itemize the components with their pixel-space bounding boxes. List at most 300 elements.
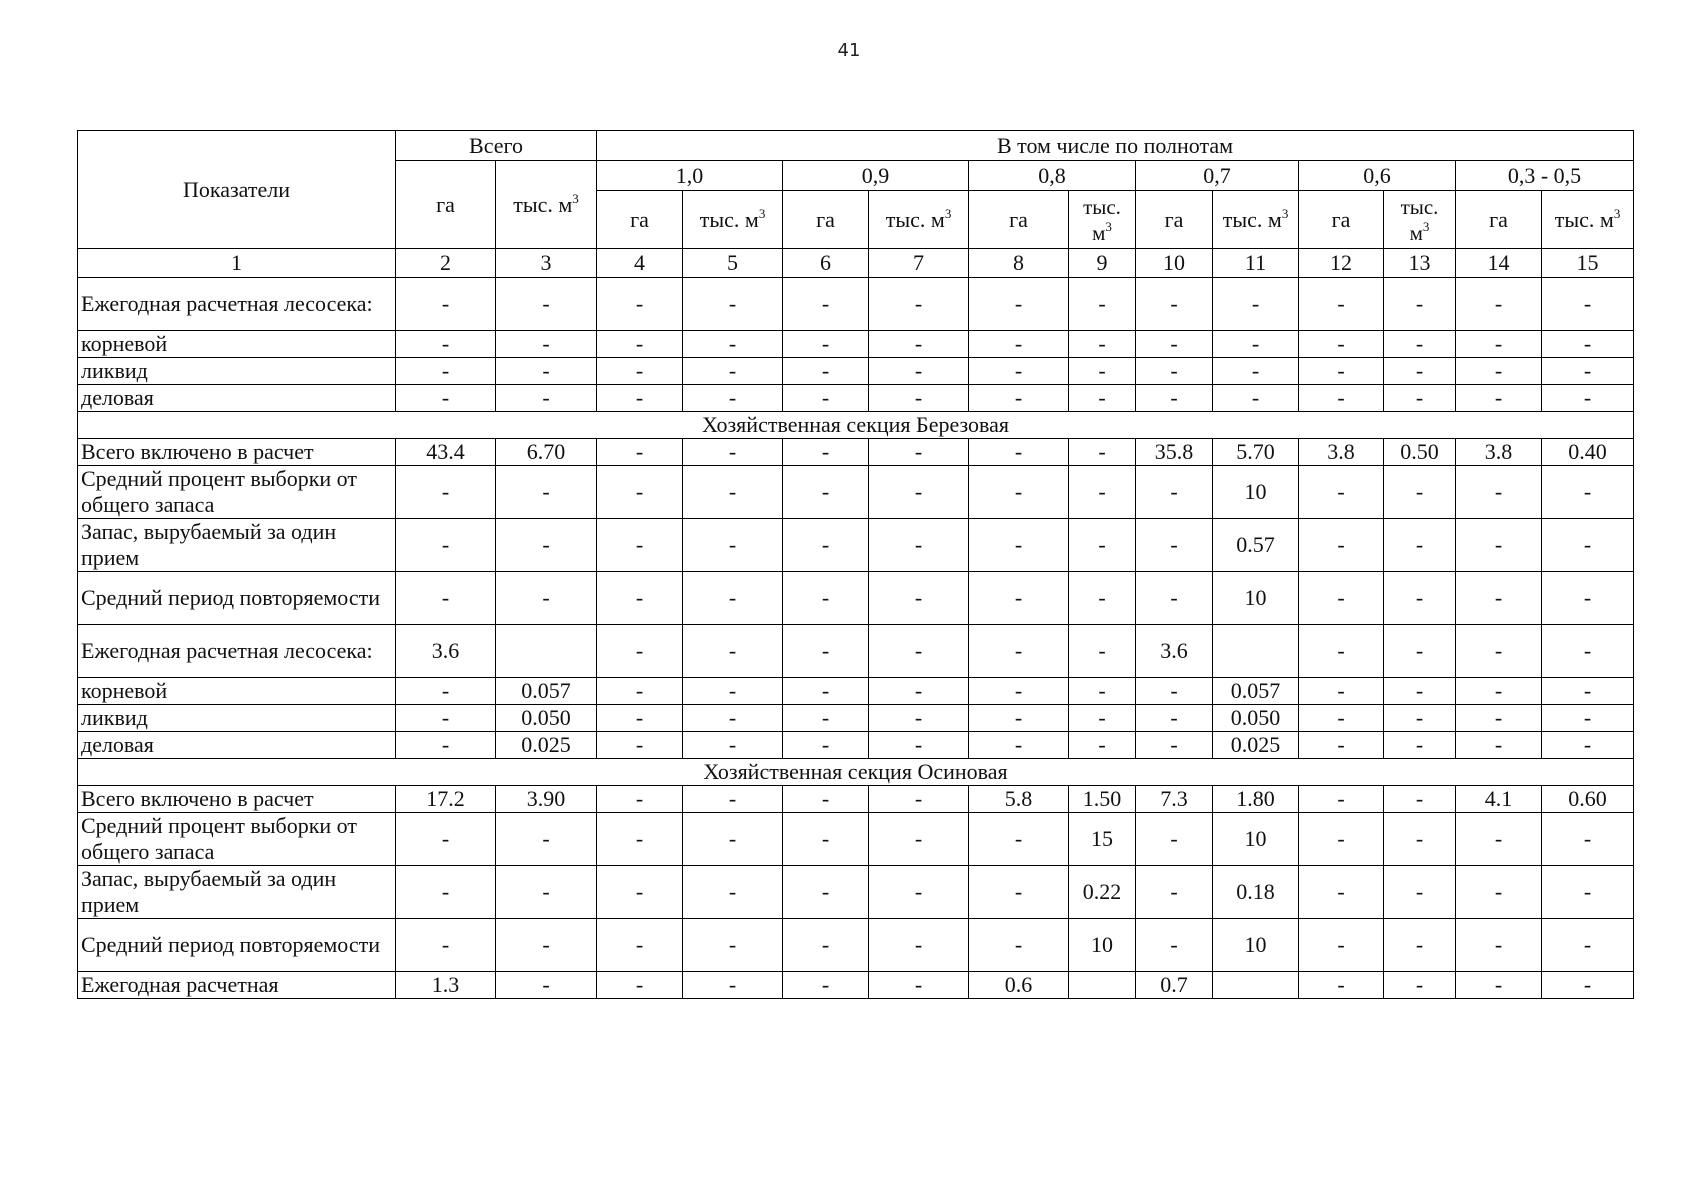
header-unit-volume: тыс. $м^3$: [869, 191, 969, 249]
table-cell: -: [783, 439, 869, 466]
row-label: деловая: [78, 385, 396, 412]
table-row: [78, 919, 1634, 972]
table-cell: -: [1384, 358, 1456, 385]
table-cell: -: [969, 919, 1069, 972]
table-cell: -: [1299, 519, 1384, 572]
table-cell: -: [1136, 466, 1213, 519]
table-cell: -: [496, 572, 597, 625]
table-cell: -: [869, 572, 969, 625]
table-row: [78, 385, 1634, 412]
header-total-volume: тыс. $м^3$: [496, 161, 597, 249]
table-cell: -: [1069, 732, 1136, 759]
table-cell: -: [783, 866, 869, 919]
table-cell: -: [396, 572, 496, 625]
table-cell: 6.70: [496, 439, 597, 466]
section-row: [78, 412, 1634, 439]
table-cell: -: [783, 732, 869, 759]
table-cell: -: [683, 786, 783, 813]
table-cell: -: [1456, 625, 1542, 678]
table-cell: -: [597, 972, 683, 999]
row-label: Всего включено в расчет: [78, 439, 396, 466]
forest-table: [77, 130, 1634, 999]
table-cell: -: [1299, 278, 1384, 331]
table-cell: -: [783, 572, 869, 625]
table-cell: -: [597, 813, 683, 866]
table-cell: -: [683, 385, 783, 412]
table-cell: -: [1542, 278, 1634, 331]
table-cell: 1.3: [396, 972, 496, 999]
table-cell: 0.057: [1213, 678, 1299, 705]
table-cell: -: [396, 385, 496, 412]
column-number: 15: [1542, 249, 1634, 278]
table-cell: -: [869, 813, 969, 866]
table-row: [78, 786, 1634, 813]
table-cell: -: [1542, 972, 1634, 999]
table-cell: -: [1299, 331, 1384, 358]
table-cell: -: [683, 572, 783, 625]
table-cell: -: [1456, 678, 1542, 705]
table-cell: -: [783, 786, 869, 813]
table-cell: 10: [1213, 466, 1299, 519]
table-cell: -: [1069, 678, 1136, 705]
table-cell: -: [683, 466, 783, 519]
table-cell: -: [1069, 439, 1136, 466]
table-cell: -: [1456, 705, 1542, 732]
table-cell: -: [1299, 385, 1384, 412]
table-cell: -: [969, 705, 1069, 732]
table-cell: -: [496, 466, 597, 519]
table-row: [78, 519, 1634, 572]
table-cell: 1.50: [1069, 786, 1136, 813]
table-cell: -: [1456, 331, 1542, 358]
column-number: 12: [1299, 249, 1384, 278]
table-cell: -: [396, 919, 496, 972]
table-cell: 0.7: [1136, 972, 1213, 999]
table-cell: -: [683, 705, 783, 732]
table-cell: -: [1384, 705, 1456, 732]
row-label: Средний процент выборки от общего запаса: [78, 466, 396, 519]
table-cell: -: [1542, 519, 1634, 572]
table-cell: 3.6: [1136, 625, 1213, 678]
header-indicators: Показатели: [78, 131, 396, 249]
row-label: Запас, вырубаемый за один прием: [78, 866, 396, 919]
table-cell: -: [683, 331, 783, 358]
table-cell: -: [1384, 466, 1456, 519]
column-number: 4: [597, 249, 683, 278]
table-cell: -: [396, 278, 496, 331]
table-cell: -: [1542, 625, 1634, 678]
table-row: [78, 466, 1634, 519]
table-row: [78, 278, 1634, 331]
table-cell: -: [597, 866, 683, 919]
table-cell: -: [597, 919, 683, 972]
table-cell: -: [1136, 358, 1213, 385]
table-cell: 3.8: [1456, 439, 1542, 466]
table-cell: -: [1299, 972, 1384, 999]
header-density-5: 0,6: [1299, 161, 1456, 191]
table-cell: -: [969, 572, 1069, 625]
table-cell: 1.80: [1213, 786, 1299, 813]
table-cell: -: [496, 813, 597, 866]
table-cell: -: [1456, 732, 1542, 759]
table-cell: -: [1299, 813, 1384, 866]
table-row: [78, 705, 1634, 732]
table-cell: -: [783, 385, 869, 412]
header-unit-volume: тыс. $м^3$: [683, 191, 783, 249]
row-label: Средний процент выборки от общего запаса: [78, 813, 396, 866]
table-cell: -: [597, 466, 683, 519]
table-cell: -: [1069, 466, 1136, 519]
table-cell: 10: [1213, 919, 1299, 972]
table-cell: [1213, 972, 1299, 999]
header-unit-ha: га: [1299, 191, 1384, 249]
table-cell: 0.025: [496, 732, 597, 759]
table-cell: -: [1136, 572, 1213, 625]
column-number: 2: [396, 249, 496, 278]
table-cell: -: [496, 385, 597, 412]
table-cell: -: [1456, 358, 1542, 385]
table-cell: -: [783, 705, 869, 732]
table-cell: -: [1299, 732, 1384, 759]
table-cell: -: [597, 786, 683, 813]
table-cell: -: [1542, 866, 1634, 919]
header-unit-ha: га: [1136, 191, 1213, 249]
table-cell: -: [869, 732, 969, 759]
table-cell: 3.8: [1299, 439, 1384, 466]
table-cell: -: [1384, 625, 1456, 678]
table-cell: -: [869, 331, 969, 358]
header-unit-ha: га: [969, 191, 1069, 249]
table-row: [78, 625, 1634, 678]
column-number: 3: [496, 249, 597, 278]
table-cell: -: [1136, 519, 1213, 572]
column-number: 11: [1213, 249, 1299, 278]
table-cell: -: [869, 972, 969, 999]
table-cell: -: [683, 919, 783, 972]
table-cell: -: [1384, 786, 1456, 813]
table-cell: -: [1456, 866, 1542, 919]
table-cell: 0.57: [1213, 519, 1299, 572]
column-number-row: [78, 249, 1634, 278]
table-row: [78, 439, 1634, 466]
column-number: 5: [683, 249, 783, 278]
table-cell: -: [869, 786, 969, 813]
table-cell: -: [1542, 678, 1634, 705]
table-cell: -: [396, 358, 496, 385]
section-title: Хозяйственная секция Осиновая: [78, 759, 1634, 786]
table-cell: -: [1299, 572, 1384, 625]
table-row: [78, 331, 1634, 358]
table-cell: -: [1384, 278, 1456, 331]
table-cell: 10: [1213, 813, 1299, 866]
table-cell: -: [1069, 572, 1136, 625]
header-density-4: 0,7: [1136, 161, 1299, 191]
header-including-by-density: В том числе по полнотам: [597, 131, 1634, 161]
header-unit-volume: тыс. $м^3$: [1069, 191, 1136, 249]
table-cell: -: [1136, 331, 1213, 358]
table-row: [78, 732, 1634, 759]
table-cell: -: [1069, 519, 1136, 572]
table-cell: 17.2: [396, 786, 496, 813]
table-cell: 0.025: [1213, 732, 1299, 759]
table-cell: -: [396, 466, 496, 519]
table-cell: -: [783, 972, 869, 999]
table-cell: 3.90: [496, 786, 597, 813]
header-density-3: 0,8: [969, 161, 1136, 191]
table-cell: -: [969, 866, 1069, 919]
table-cell: -: [1542, 705, 1634, 732]
table-cell: -: [783, 919, 869, 972]
table-row: [78, 866, 1634, 919]
table-cell: -: [597, 572, 683, 625]
table-cell: [496, 625, 597, 678]
column-number: 1: [78, 249, 396, 278]
table-cell: -: [683, 358, 783, 385]
table-cell: -: [1384, 919, 1456, 972]
header-total: Всего: [396, 131, 597, 161]
column-number: 8: [969, 249, 1069, 278]
section-row: [78, 759, 1634, 786]
table-cell: -: [783, 466, 869, 519]
table-cell: 0.057: [496, 678, 597, 705]
table-cell: -: [1213, 331, 1299, 358]
header-unit-ha: га: [597, 191, 683, 249]
table-cell: 43.4: [396, 439, 496, 466]
table-cell: -: [869, 358, 969, 385]
row-label: Средний период повторяемости: [78, 919, 396, 972]
header-unit-ha: га: [783, 191, 869, 249]
table-cell: -: [869, 385, 969, 412]
row-label: ликвид: [78, 705, 396, 732]
table-cell: -: [1384, 678, 1456, 705]
table-row: [78, 678, 1634, 705]
table-cell: 0.18: [1213, 866, 1299, 919]
table-cell: -: [1384, 331, 1456, 358]
table-row: [78, 813, 1634, 866]
table-cell: -: [1542, 358, 1634, 385]
header-density-6: 0,3 - 0,5: [1456, 161, 1634, 191]
table-cell: -: [1069, 705, 1136, 732]
table-cell: 5.70: [1213, 439, 1299, 466]
table-cell: -: [783, 331, 869, 358]
table-cell: -: [396, 732, 496, 759]
row-label: Ежегодная расчетная лесосека:: [78, 278, 396, 331]
table-cell: -: [1136, 866, 1213, 919]
table-cell: -: [1542, 385, 1634, 412]
table-cell: -: [1384, 385, 1456, 412]
table-cell: 0.050: [496, 705, 597, 732]
table-cell: -: [1456, 385, 1542, 412]
row-label: Ежегодная расчетная лесосека:: [78, 625, 396, 678]
table-cell: 0.050: [1213, 705, 1299, 732]
table-cell: -: [683, 972, 783, 999]
table-cell: 35.8: [1136, 439, 1213, 466]
table-cell: -: [683, 439, 783, 466]
table-cell: -: [1299, 625, 1384, 678]
table-cell: -: [396, 705, 496, 732]
table-cell: -: [496, 331, 597, 358]
table-cell: -: [869, 439, 969, 466]
column-number: 10: [1136, 249, 1213, 278]
table-cell: -: [1136, 813, 1213, 866]
table-cell: -: [969, 519, 1069, 572]
table-cell: -: [683, 813, 783, 866]
table-cell: -: [1299, 866, 1384, 919]
column-number: 9: [1069, 249, 1136, 278]
table-cell: -: [1542, 919, 1634, 972]
table-cell: -: [969, 678, 1069, 705]
table-cell: -: [1299, 919, 1384, 972]
table-cell: -: [1384, 732, 1456, 759]
table-cell: -: [1299, 678, 1384, 705]
table-cell: -: [869, 625, 969, 678]
table-cell: -: [597, 358, 683, 385]
table-cell: 4.1: [1456, 786, 1542, 813]
table-cell: -: [869, 866, 969, 919]
row-label: корневой: [78, 331, 396, 358]
table-cell: 0.40: [1542, 439, 1634, 466]
table-cell: -: [1542, 466, 1634, 519]
table-cell: -: [683, 732, 783, 759]
table-cell: -: [1069, 358, 1136, 385]
table-cell: -: [1384, 972, 1456, 999]
section-title: Хозяйственная секция Березовая: [78, 412, 1634, 439]
table-cell: -: [1213, 278, 1299, 331]
table-cell: -: [1384, 813, 1456, 866]
table-cell: -: [1384, 572, 1456, 625]
table-cell: -: [783, 813, 869, 866]
table-cell: -: [1069, 278, 1136, 331]
table-cell: 0.50: [1384, 439, 1456, 466]
table-cell: -: [1384, 866, 1456, 919]
table-cell: -: [496, 866, 597, 919]
table-cell: -: [1069, 385, 1136, 412]
table-cell: -: [496, 919, 597, 972]
table-cell: -: [396, 678, 496, 705]
table-cell: -: [1456, 519, 1542, 572]
table-cell: -: [1456, 466, 1542, 519]
table-cell: [1213, 625, 1299, 678]
table-cell: -: [969, 385, 1069, 412]
table-cell: -: [396, 866, 496, 919]
table-cell: -: [1213, 385, 1299, 412]
table-cell: -: [1456, 972, 1542, 999]
table-cell: -: [396, 519, 496, 572]
header-unit-volume: тыс. $м^3$: [1384, 191, 1456, 249]
table-cell: -: [969, 625, 1069, 678]
table-cell: -: [869, 278, 969, 331]
table-cell: -: [869, 466, 969, 519]
table-cell: -: [597, 439, 683, 466]
table-cell: -: [1069, 331, 1136, 358]
table-cell: -: [1456, 278, 1542, 331]
table-cell: -: [1542, 813, 1634, 866]
table-cell: -: [869, 919, 969, 972]
table-cell: -: [683, 519, 783, 572]
table-cell: -: [969, 331, 1069, 358]
table-cell: -: [1456, 919, 1542, 972]
table-cell: -: [1136, 705, 1213, 732]
table-row: [78, 358, 1634, 385]
row-label: Всего включено в расчет: [78, 786, 396, 813]
table-cell: -: [496, 278, 597, 331]
table-cell: -: [1136, 732, 1213, 759]
header-density-2: 0,9: [783, 161, 969, 191]
table-cell: -: [969, 278, 1069, 331]
table-cell: 3.6: [396, 625, 496, 678]
table-cell: -: [597, 331, 683, 358]
table-cell: -: [869, 705, 969, 732]
table-cell: -: [597, 278, 683, 331]
table-cell: -: [969, 813, 1069, 866]
column-number: 6: [783, 249, 869, 278]
table-cell: -: [969, 439, 1069, 466]
table-cell: -: [496, 972, 597, 999]
table-row: [78, 972, 1634, 999]
table-cell: 10: [1069, 919, 1136, 972]
table-cell: -: [1456, 572, 1542, 625]
header-unit-volume: тыс. $м^3$: [1542, 191, 1634, 249]
table-row: [78, 572, 1634, 625]
table-cell: -: [597, 705, 683, 732]
page-number: 41: [837, 40, 861, 61]
header-density-1: 1,0: [597, 161, 783, 191]
table-cell: -: [1069, 625, 1136, 678]
table-cell: -: [869, 519, 969, 572]
row-label: корневой: [78, 678, 396, 705]
table-cell: -: [1299, 358, 1384, 385]
table-cell: 10: [1213, 572, 1299, 625]
table-cell: 0.22: [1069, 866, 1136, 919]
table-cell: -: [783, 358, 869, 385]
table-cell: [1069, 972, 1136, 999]
table-cell: -: [1542, 732, 1634, 759]
table-cell: 5.8: [969, 786, 1069, 813]
table-cell: -: [1299, 466, 1384, 519]
table-cell: -: [597, 625, 683, 678]
table-cell: -: [783, 625, 869, 678]
table-cell: -: [683, 625, 783, 678]
column-number: 14: [1456, 249, 1542, 278]
table-cell: -: [597, 385, 683, 412]
table-cell: -: [683, 866, 783, 919]
table-cell: -: [783, 278, 869, 331]
table-cell: -: [969, 466, 1069, 519]
column-number: 7: [869, 249, 969, 278]
header-total-ha: га: [396, 161, 496, 249]
table-cell: -: [496, 358, 597, 385]
table-cell: 0.6: [969, 972, 1069, 999]
table-cell: -: [783, 678, 869, 705]
table-cell: -: [1456, 813, 1542, 866]
table-cell: -: [396, 813, 496, 866]
table-cell: -: [683, 678, 783, 705]
table-cell: -: [597, 519, 683, 572]
table-cell: -: [969, 732, 1069, 759]
table-cell: -: [1542, 572, 1634, 625]
row-label: Ежегодная расчетная: [78, 972, 396, 999]
table-cell: -: [597, 732, 683, 759]
table-cell: 15: [1069, 813, 1136, 866]
table-cell: -: [1384, 519, 1456, 572]
header-unit-volume: тыс. $м^3$: [1213, 191, 1299, 249]
table-cell: -: [1542, 331, 1634, 358]
row-label: Средний период повторяемости: [78, 572, 396, 625]
row-label: деловая: [78, 732, 396, 759]
column-number: 13: [1384, 249, 1456, 278]
header-unit-ha: га: [1456, 191, 1542, 249]
table-cell: -: [969, 358, 1069, 385]
